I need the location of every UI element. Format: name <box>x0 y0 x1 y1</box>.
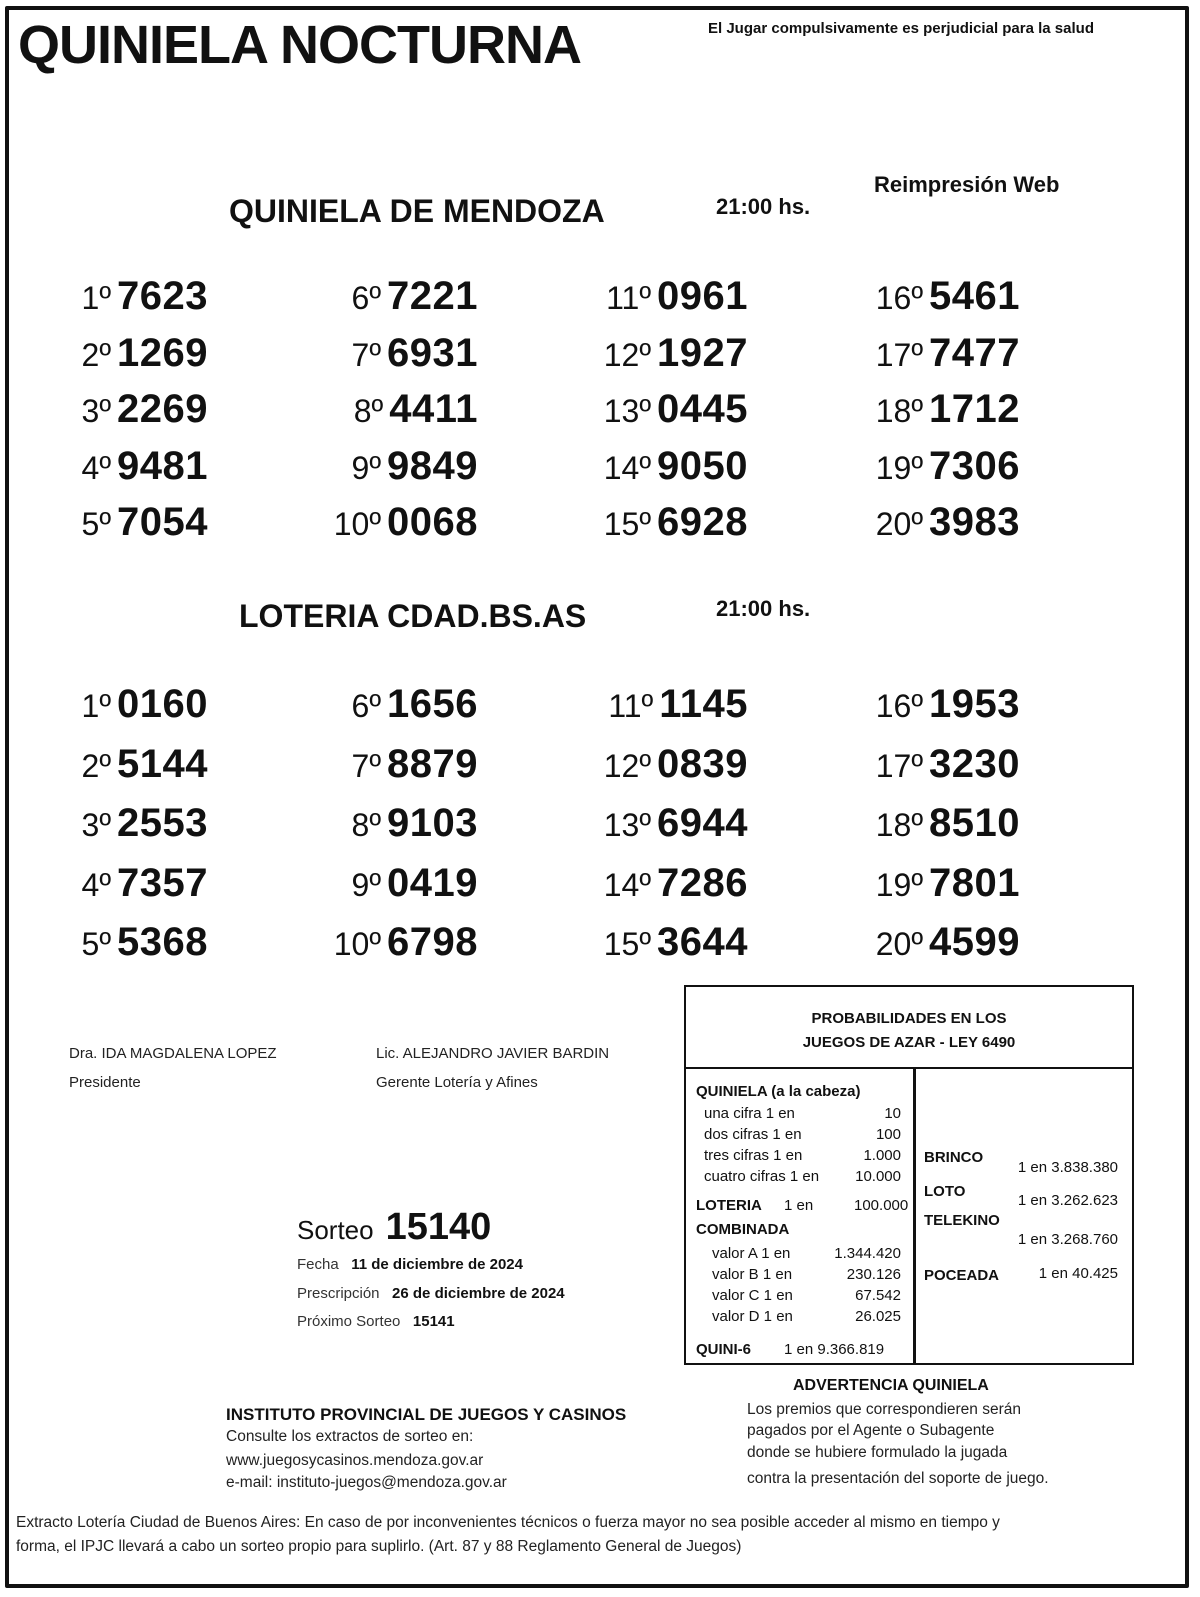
result-entry <box>528 331 748 376</box>
result-position: 10º <box>333 506 382 542</box>
result-number: 9050 <box>657 443 748 488</box>
result-entry <box>0 861 208 906</box>
institute-email-link[interactable]: e-mail: instituto-juegos@mendoza.gov.ar <box>226 1474 507 1491</box>
signature-role: Gerente Lotería y Afines <box>376 1074 538 1091</box>
quiniela-prob-title: QUINIELA (a la cabeza) <box>696 1083 861 1100</box>
result-position: 20º <box>875 506 924 542</box>
result-position: 20º <box>875 926 924 962</box>
prob-row-label: cuatro cifras 1 en <box>704 1168 820 1185</box>
next-draw-number: 15141 <box>412 1313 455 1330</box>
prob-row-label: valor B 1 en <box>712 1266 793 1283</box>
result-number: 1656 <box>387 682 478 726</box>
result-entry <box>528 920 748 965</box>
result-position: 2º <box>81 747 112 784</box>
prob-row-value: 10 <box>884 1105 901 1122</box>
loteria-prob-en: 1 en <box>784 1197 814 1214</box>
result-entry <box>800 331 1020 376</box>
result-position: 3º <box>81 393 112 429</box>
loteria-prob-label: LOTERIA <box>696 1197 762 1214</box>
result-number: 0961 <box>657 274 748 318</box>
result-number: 7477 <box>929 330 1020 375</box>
result-entry <box>800 387 1020 432</box>
advertencia-line: contra la presentación del soporte de juego. <box>747 1470 1049 1487</box>
result-position: 1º <box>81 280 112 316</box>
result-entry <box>528 444 748 489</box>
result-number: 3644 <box>657 920 748 964</box>
result-entry <box>258 500 478 545</box>
reprint-label: Reimpresión Web <box>874 172 1060 197</box>
loto-value: 1 en 3.262.623 <box>1017 1192 1118 1209</box>
footer-note-line1: Extracto Lotería Ciudad de Buenos Aires: En caso de por inconvenientes técnicos o fuerza mayor no sea posible acceder al mismo en tiempo y <box>16 1514 1000 1531</box>
result-position: 12º <box>603 747 652 784</box>
result-entry <box>528 861 748 906</box>
result-number: 7306 <box>929 443 1020 488</box>
result-number: 4599 <box>929 920 1020 964</box>
prob-row-value: 1.000 <box>863 1147 901 1164</box>
result-entry <box>258 331 478 376</box>
result-entry <box>258 920 478 965</box>
probabilities-box <box>684 985 1134 1365</box>
poceada-label: POCEADA <box>924 1267 1000 1284</box>
draw-number: 15140 <box>385 1206 492 1248</box>
result-entry <box>258 861 478 906</box>
result-number: 7286 <box>657 860 748 905</box>
result-position: 15º <box>603 926 652 962</box>
telekino-value: 1 en 3.268.760 <box>1017 1231 1118 1248</box>
result-number: 0160 <box>117 682 208 726</box>
result-position: 14º <box>603 449 652 486</box>
result-position: 4º <box>81 449 112 486</box>
result-number: 1269 <box>117 330 208 375</box>
result-entry <box>258 742 478 787</box>
result-entry <box>528 742 748 787</box>
result-number: 7054 <box>117 500 208 544</box>
result-number: 1712 <box>929 387 1020 431</box>
result-position: 18º <box>875 807 924 843</box>
loteria-prob-value: 100.000 <box>854 1197 909 1214</box>
result-number: 1145 <box>659 682 748 726</box>
result-entry <box>258 801 478 846</box>
result-position: 8º <box>351 807 382 843</box>
combinada-prob-title: COMBINADA <box>696 1221 790 1238</box>
result-entry <box>800 444 1020 489</box>
result-entry <box>528 387 748 432</box>
draw-label: Sorteo <box>297 1215 374 1245</box>
prob-row-value: 230.126 <box>846 1266 901 1283</box>
result-number: 9481 <box>117 443 208 488</box>
result-position: 17º <box>875 747 924 784</box>
result-number: 5144 <box>117 741 208 786</box>
institute-consult: Consulte los extractos de sorteo en: <box>226 1428 474 1445</box>
result-number: 2269 <box>117 387 208 431</box>
result-entry <box>800 274 1020 319</box>
prob-row-label: valor D 1 en <box>712 1308 793 1325</box>
next-draw-line <box>297 1313 455 1330</box>
advertencia-line: donde se hubiere formulado la jugada <box>747 1444 1008 1461</box>
advertencia-title: ADVERTENCIA QUINIELA <box>793 1377 989 1394</box>
quini6-prob-label: QUINI-6 <box>696 1341 752 1358</box>
result-position: 13º <box>603 807 652 843</box>
bsas-draw-time: 21:00 hs. <box>716 596 811 621</box>
probabilities-title-line2: JUEGOS DE AZAR - LEY 6490 <box>802 1034 1016 1051</box>
result-entry <box>258 682 478 727</box>
result-entry <box>258 274 478 319</box>
result-number: 9103 <box>387 801 478 845</box>
mendoza-draw-time: 21:00 hs. <box>716 194 811 219</box>
prob-row-value: 67.542 <box>855 1287 901 1304</box>
prob-row-label: valor C 1 en <box>712 1287 793 1304</box>
probabilities-header <box>686 987 1132 1069</box>
mendoza-section-title: QUINIELA DE MENDOZA <box>229 193 605 229</box>
result-entry <box>800 742 1020 787</box>
result-position: 6º <box>351 688 382 724</box>
result-position: 15º <box>603 506 652 542</box>
result-position: 19º <box>875 866 924 903</box>
brinco-label: BRINCO <box>924 1149 984 1166</box>
result-number: 1953 <box>929 682 1020 726</box>
result-entry <box>800 801 1020 846</box>
result-number: 3230 <box>929 741 1020 786</box>
result-position: 2º <box>81 336 112 373</box>
draw-expiry-line <box>297 1285 565 1302</box>
result-entry <box>528 274 748 319</box>
health-warning: El Jugar compulsivamente es perjudicial para la salud <box>708 20 1094 37</box>
result-number: 8510 <box>929 801 1020 845</box>
result-entry <box>528 500 748 545</box>
result-entry <box>0 682 208 727</box>
institute-name: INSTITUTO PROVINCIAL DE JUEGOS Y CASINOS <box>226 1405 627 1424</box>
prob-row-label: una cifra 1 en <box>704 1105 795 1122</box>
result-entry <box>528 682 748 727</box>
result-number: 5368 <box>117 920 208 964</box>
result-entry <box>800 682 1020 727</box>
result-entry <box>258 387 478 432</box>
result-entry <box>800 920 1020 965</box>
prob-row-value: 10.000 <box>855 1168 901 1185</box>
prob-row-label: valor A 1 en <box>712 1245 791 1262</box>
result-number: 5461 <box>929 274 1020 318</box>
result-number: 6931 <box>387 330 478 375</box>
prob-row-value: 100 <box>875 1126 901 1143</box>
result-entry <box>0 274 208 319</box>
footer-note-line2: forma, el IPJC llevará a cabo un sorteo propio para suplirlo. (Art. 87 y 88 Reglamento General de Juegos) <box>16 1538 742 1555</box>
result-number: 9849 <box>387 443 478 488</box>
brinco-value: 1 en 3.838.380 <box>1017 1159 1118 1176</box>
result-number: 0839 <box>657 741 748 786</box>
result-position: 6º <box>351 280 382 316</box>
result-position: 3º <box>81 807 112 843</box>
result-number: 7623 <box>117 274 208 318</box>
signature-role: Presidente <box>69 1074 141 1091</box>
result-number: 4411 <box>389 387 478 431</box>
result-position: 9º <box>351 866 382 903</box>
result-number: 6798 <box>387 920 478 964</box>
result-number: 0068 <box>387 500 478 544</box>
draw-date: 11 de diciembre de 2024 <box>351 1256 523 1273</box>
result-position: 19º <box>875 449 924 486</box>
result-number: 1927 <box>657 330 748 375</box>
institute-website-link[interactable]: www.juegosycasinos.mendoza.gov.ar <box>226 1452 484 1469</box>
result-position: 14º <box>603 866 652 903</box>
result-position: 13º <box>603 393 652 429</box>
probabilities-title-line1: PROBABILIDADES EN LOS <box>811 1010 1007 1027</box>
result-entry <box>800 500 1020 545</box>
result-number: 6944 <box>657 801 748 845</box>
result-position: 4º <box>81 866 112 903</box>
result-number: 7357 <box>117 860 208 905</box>
result-position: 11º <box>606 280 652 316</box>
probabilities-left-column <box>686 1069 916 1365</box>
result-entry <box>258 444 478 489</box>
advertencia-line: Los premios que correspondieren serán <box>747 1401 1021 1418</box>
result-position: 11º <box>608 688 654 724</box>
result-position: 16º <box>875 688 924 724</box>
result-number: 8879 <box>387 741 478 786</box>
draw-date-line <box>297 1256 523 1273</box>
result-entry <box>0 387 208 432</box>
result-position: 5º <box>81 926 112 962</box>
result-position: 18º <box>875 393 924 429</box>
draw-date-label: Fecha <box>297 1256 339 1273</box>
result-number: 7801 <box>929 860 1020 905</box>
result-position: 1º <box>81 688 112 724</box>
result-number: 2553 <box>117 801 208 845</box>
result-number: 0419 <box>387 860 478 905</box>
result-entry <box>0 801 208 846</box>
prob-row-value: 26.025 <box>855 1308 901 1325</box>
signature-name: Lic. ALEJANDRO JAVIER BARDIN <box>376 1045 610 1062</box>
result-entry <box>0 500 208 545</box>
result-number: 0445 <box>657 387 748 431</box>
prob-row-label: dos cifras 1 en <box>704 1126 802 1143</box>
page-title: QUINIELA NOCTURNA <box>18 15 581 75</box>
result-entry <box>800 861 1020 906</box>
result-position: 7º <box>351 747 382 784</box>
result-number: 6928 <box>657 500 748 544</box>
result-position: 12º <box>603 336 652 373</box>
result-position: 16º <box>875 280 924 316</box>
result-number: 7221 <box>387 274 478 318</box>
result-entry <box>0 742 208 787</box>
result-number: 3983 <box>929 500 1020 544</box>
quini6-prob-value: 1 en 9.366.819 <box>784 1341 885 1358</box>
next-draw-label: Próximo Sorteo <box>297 1313 401 1330</box>
prob-row-label: tres cifras 1 en <box>704 1147 803 1164</box>
result-entry <box>0 920 208 965</box>
draw-number-line <box>297 1206 491 1249</box>
prob-row-value: 1.344.420 <box>834 1245 901 1262</box>
result-position: 5º <box>81 506 112 542</box>
signature-name: Dra. IDA MAGDALENA LOPEZ <box>69 1045 277 1062</box>
draw-expiry: 26 de diciembre de 2024 <box>392 1285 565 1302</box>
poceada-value: 1 en 40.425 <box>1038 1265 1118 1282</box>
loto-label: LOTO <box>924 1183 966 1200</box>
result-entry <box>0 444 208 489</box>
result-position: 10º <box>333 926 382 962</box>
result-position: 9º <box>351 449 382 486</box>
result-entry <box>528 801 748 846</box>
bsas-section-title: LOTERIA CDAD.BS.AS <box>239 598 587 634</box>
draw-expiry-label: Prescripción <box>297 1285 380 1302</box>
result-entry <box>0 331 208 376</box>
result-position: 17º <box>875 336 924 373</box>
result-position: 8º <box>353 393 384 429</box>
telekino-label: TELEKINO <box>924 1212 1000 1229</box>
result-position: 7º <box>351 336 382 373</box>
advertencia-line: pagados por el Agente o Subagente <box>747 1422 995 1439</box>
